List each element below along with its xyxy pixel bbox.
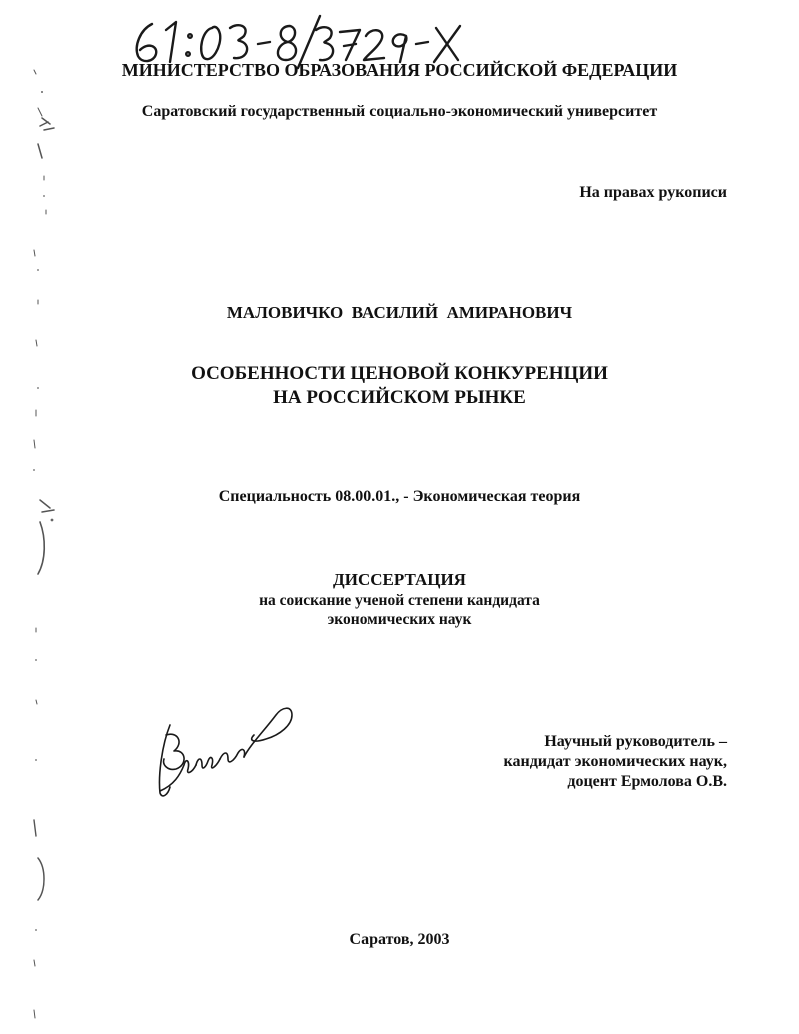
scan-margin-marks — [20, 0, 80, 1034]
supervisor-line-1: Научный руководитель – — [544, 733, 727, 750]
degree-line-1: на соискание ученой степени кандидата — [259, 592, 540, 609]
dissertation-title-line-1: ОСОБЕННОСТИ ЦЕНОВОЙ КОНКУРЕНЦИИ — [191, 363, 608, 384]
ministry-heading: МИНИСТЕРСТВО ОБРАЗОВАНИЯ РОССИЙСКОЙ ФЕДЕРАЦИИ — [121, 60, 678, 80]
author-signature — [150, 695, 300, 805]
university-name: Саратовский государственный социально-экономический университет — [141, 103, 658, 120]
degree-line-2: экономических наук — [327, 611, 472, 628]
supervisor-line-3: доцент Ермолова О.В. — [567, 773, 727, 790]
author-name: МАЛОВИЧКО ВАСИЛИЙ АМИРАНОВИЧ — [226, 303, 573, 322]
dissertation-label: ДИССЕРТАЦИЯ — [333, 570, 466, 589]
specialty-line: Специальность 08.00.01., - Экономическая теория — [218, 488, 581, 505]
city-and-year: Саратов, 2003 — [349, 931, 450, 948]
manuscript-rights-note: На правах рукописи — [579, 184, 727, 201]
dissertation-title-line-2: НА РОССИЙСКОМ РЫНКЕ — [273, 387, 526, 408]
supervisor-line-2: кандидат экономических наук, — [503, 753, 727, 770]
